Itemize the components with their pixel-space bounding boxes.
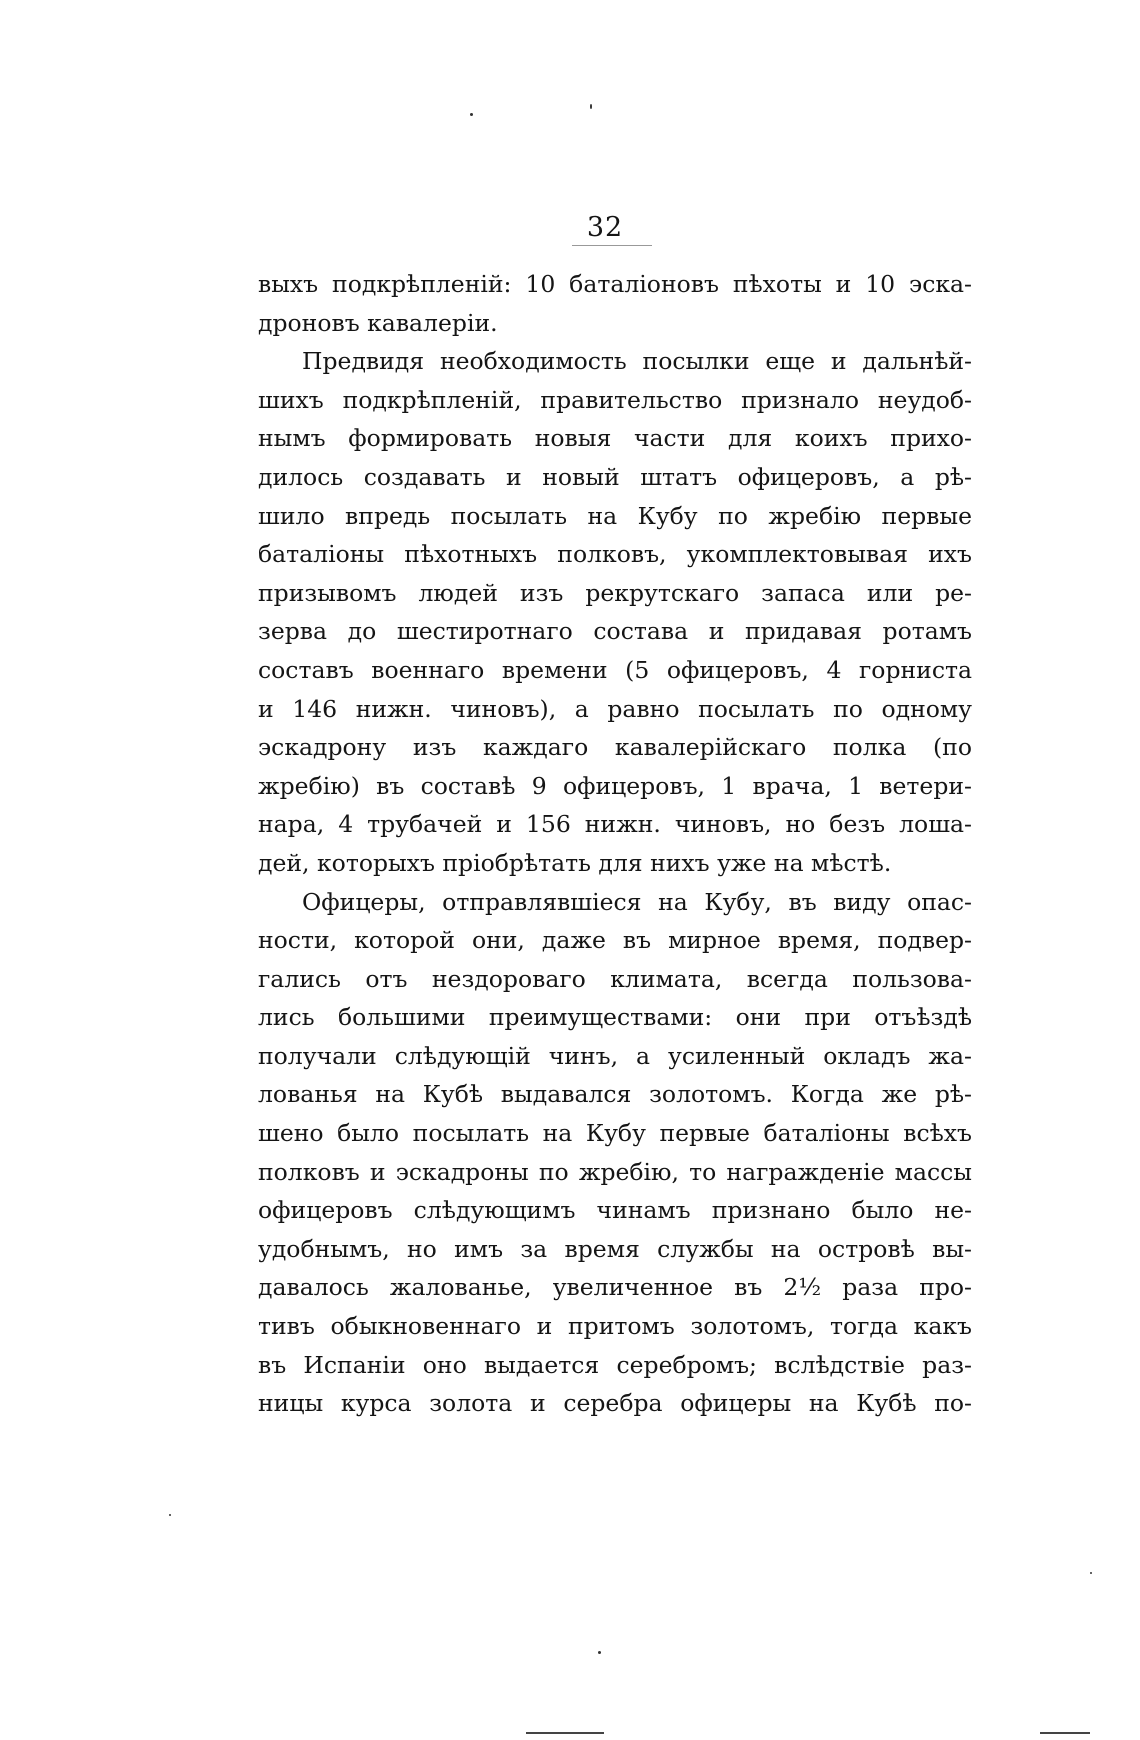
text-line: дей, которыхъ пріобрѣтать для нихъ уже на мѣстѣ. (258, 848, 892, 877)
text-line: нара, 4 трубачей и 156 нижн. чиновъ, но безъ лоша- (258, 810, 972, 839)
text-line: лованья на Кубѣ выдавался золотомъ. Когда же рѣ- (258, 1080, 972, 1109)
bottom-rule (526, 1732, 604, 1734)
text-line: ницы курса золота и серебра офицеры на Кубѣ по- (258, 1389, 972, 1418)
text-line: шило впредь посылать на Кубу по жребію первые (258, 501, 972, 530)
text-line: шихъ подкрѣпленій, правительство признало неудоб- (258, 385, 972, 414)
bottom-rule (1040, 1732, 1090, 1734)
text-line: офицеровъ слѣдующимъ чинамъ признано было не- (258, 1196, 972, 1225)
text-line: дилось создавать и новый штатъ офицеровъ, а рѣ- (258, 462, 972, 491)
ink-speck (598, 1651, 601, 1654)
text-line: Предвидя необходимость посылки еще и дальнѣй- (302, 347, 972, 376)
text-line: Офицеры, отправлявшіеся на Кубу, въ виду опас- (302, 887, 972, 916)
text-line: составъ военнаго времени (5 офицеровъ, 4 горниста (258, 655, 972, 684)
text-line: выхъ подкрѣпленій: 10 баталіоновъ пѣхоты и 10 эска- (258, 270, 972, 298)
text-line: лись большими преимуществами: они при отъѣздѣ (258, 1003, 972, 1032)
text-line: въ Испаніи оно выдается серебромъ; вслѣдствіе раз- (258, 1350, 972, 1379)
text-line: давалось жалованье, увеличенное въ 2½ раза про- (258, 1273, 972, 1302)
page-number-underline (572, 245, 652, 246)
page-number: 32 (586, 212, 624, 243)
text-line: баталіоны пѣхотныхъ полковъ, укомплектовывая ихъ (258, 540, 972, 569)
text-line: гались отъ нездороваго климата, всегда пользова- (258, 964, 972, 993)
text-line: получали слѣдующій чинъ, а усиленный окладъ жа- (258, 1041, 972, 1070)
ink-speck (169, 1514, 171, 1516)
text-line: удобнымъ, но имъ за время службы на островѣ вы- (258, 1234, 972, 1263)
text-line: нымъ формировать новыя части для коихъ прихо- (258, 424, 972, 453)
text-line: зерва до шестиротнаго состава и придавая ротамъ (258, 617, 972, 646)
ink-speck (590, 104, 592, 109)
ink-speck (1090, 1572, 1092, 1574)
text-line: тивъ обыкновеннаго и притомъ золотомъ, тогда какъ (258, 1312, 972, 1341)
text-line: полковъ и эскадроны по жребію, то награжденіе массы (258, 1157, 972, 1186)
text-line: дроновъ кавалеріи. (258, 308, 498, 337)
text-line: шено было посылать на Кубу первые баталіоны всѣхъ (258, 1119, 972, 1148)
body-text (258, 265, 972, 1423)
text-line: эскадрону изъ каждаго кавалерійскаго полка (по (258, 733, 972, 762)
ink-speck (470, 113, 473, 116)
text-line: жребію) въ составѣ 9 офицеровъ, 1 врача, 1 ветери- (258, 771, 972, 800)
text-line: ности, которой они, даже въ мирное время, подвер- (258, 926, 972, 955)
text-line: и 146 нижн. чиновъ), а равно посылать по одному (258, 694, 972, 723)
text-line: призывомъ людей изъ рекрутскаго запаса или ре- (258, 578, 972, 607)
